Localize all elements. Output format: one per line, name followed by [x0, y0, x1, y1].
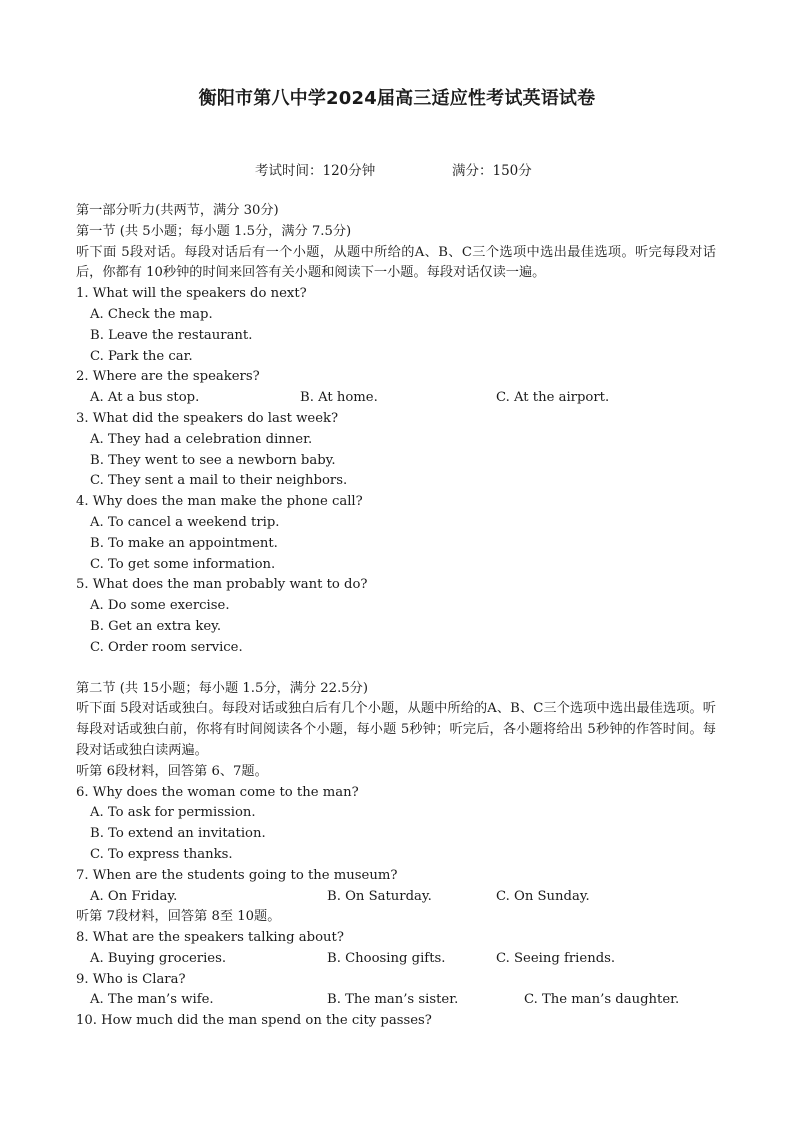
- option: B. On Saturday.: [327, 888, 432, 904]
- option: A. To ask for permission.: [90, 805, 256, 821]
- material-note: 听第 7段材料，回答第 8至 10题。: [76, 909, 281, 925]
- option: A. The man’s wife.: [90, 992, 214, 1008]
- exam-time: 考试时间：120分钟: [255, 163, 376, 179]
- option: C. Park the car.: [90, 348, 193, 364]
- question-stem: 4. Why does the man make the phone call?: [76, 494, 363, 510]
- section-gap: [76, 659, 716, 679]
- options-row: [76, 887, 716, 908]
- question-stem: 2. Where are the speakers?: [76, 369, 260, 385]
- option: B. Leave the restaurant.: [90, 327, 253, 343]
- part1-heading: 第一部分听力(共两节，满分 30分): [76, 203, 279, 218]
- section2-heading: 第二节 (共 15小题；每小题 1.5分，满分 22.5分): [76, 680, 368, 696]
- material-note: 听第 6段材料，回答第 6、7题。: [76, 763, 268, 779]
- option: A. Do some exercise.: [90, 598, 230, 614]
- option: B. At home.: [300, 390, 378, 406]
- option: B. Get an extra key.: [90, 618, 222, 634]
- exam-info: [0, 159, 794, 179]
- option: B. They went to see a newborn baby.: [90, 452, 336, 468]
- option: B. Choosing gifts.: [327, 950, 446, 966]
- exam-title: 衡阳市第八中学2024届高三适应性考试英语试卷: [198, 88, 596, 109]
- options-row: [76, 388, 716, 409]
- section1-heading: 第一节 (共 5小题；每小题 1.5分，满分 7.5分): [76, 223, 352, 239]
- section1-instructions: 听下面 5段对话。每段对话后有一个小题，从题中所给的A、B、C三个选项中选出最佳选项。听完每段对话后，你都有 10秒钟的时间来回答有关小题和阅读下一小题。每段对话仅读一遍。: [76, 244, 716, 281]
- exam-content: [76, 201, 716, 1032]
- option: B. To make an appointment.: [90, 535, 278, 551]
- option: A. They had a celebration dinner.: [90, 431, 313, 447]
- option: C. To express thanks.: [90, 846, 233, 862]
- question-stem: 1. What will the speakers do next?: [76, 286, 307, 302]
- question-stem: 6. Why does the woman come to the man?: [76, 784, 359, 800]
- question-stem: 8. What are the speakers talking about?: [76, 930, 344, 946]
- option: B. To extend an invitation.: [90, 826, 266, 842]
- question-stem: 10. How much did the man spend on the city passes?: [76, 1013, 432, 1029]
- question-stem: 3. What did the speakers do last week?: [76, 410, 339, 426]
- section2-instructions: 听下面 5段对话或独白。每段对话或独白后有几个小题，从题中所给的A、B、C三个选项中选出最佳选项。听每段对话或独白前，你将有时间阅读各个小题，每小题 5秒钟；听完后，各小题将给出 5秒钟的作答时间。每段对话或独白读两遍。: [76, 701, 716, 758]
- question-stem: 9. Who is Clara?: [76, 971, 186, 987]
- options-row: [76, 949, 716, 970]
- option: C. The man’s daughter.: [524, 992, 680, 1008]
- question-stem: 5. What does the man probably want to do?: [76, 577, 368, 593]
- option: A. At a bus stop.: [90, 390, 200, 406]
- full-score: 满分：150分: [452, 163, 532, 179]
- option: C. To get some information.: [90, 556, 276, 572]
- option: A. On Friday.: [90, 888, 178, 904]
- option: C. At the airport.: [496, 390, 610, 406]
- option: C. On Sunday.: [496, 888, 590, 904]
- option: A. Check the map.: [90, 306, 213, 322]
- question-stem: 7. When are the students going to the museum?: [76, 867, 398, 883]
- option: B. The man’s sister.: [327, 992, 459, 1008]
- options-row: [76, 990, 716, 1011]
- option: A. To cancel a weekend trip.: [90, 514, 280, 530]
- option: C. Order room service.: [90, 639, 243, 655]
- option: C. They sent a mail to their neighbors.: [90, 473, 348, 489]
- option: A. Buying groceries.: [90, 950, 227, 966]
- option: C. Seeing friends.: [496, 950, 616, 966]
